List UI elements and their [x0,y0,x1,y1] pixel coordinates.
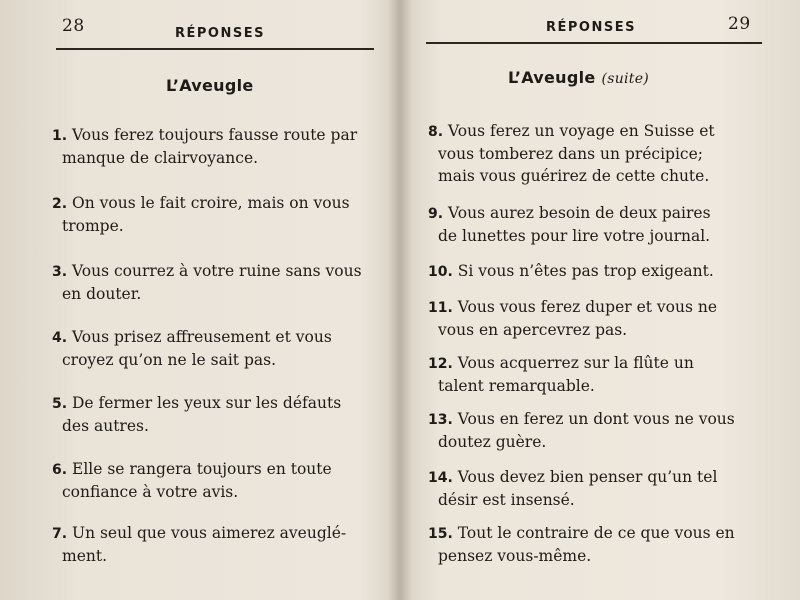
answer-number: 4. [52,330,68,346]
answer-text: vous en apercevrez pas. [438,321,628,339]
answer-text: Vous courrez à votre ruine sans vous [72,262,362,280]
answer-text: Un seul que vous aimerez aveuglé- [72,524,347,542]
answer-text: ment. [62,547,108,565]
answer-item [52,458,374,503]
answer-item [428,120,748,187]
header-rule [56,48,374,50]
answer-item [52,326,374,371]
answer-text: de lunettes pour lire votre journal. [438,227,711,245]
answer-text: Vous vous ferez duper et vous ne [457,298,718,316]
answer-text: Vous acquerrez sur la flûte un [457,354,694,372]
answer-number: 2. [52,196,68,212]
answer-text: en douter. [62,285,142,303]
answer-number: 5. [52,396,68,412]
answer-number: 6. [52,462,68,478]
answer-text: Si vous n’êtes pas trop exigeant. [457,262,714,280]
answer-number: 7. [52,526,68,542]
answer-item [52,260,374,305]
answer-text: manque de clairvoyance. [62,149,259,167]
left-page [0,0,396,600]
answer-number: 15. [428,526,453,542]
running-head: RÉPONSES [546,20,636,35]
answer-item [428,260,748,283]
answer-number: 9. [428,206,444,222]
answer-number: 1. [52,128,68,144]
answer-number: 3. [52,264,68,280]
answer-text: croyez qu’on ne le sait pas. [62,351,277,369]
answer-number: 14. [428,470,453,486]
page-number: 28 [62,16,85,36]
answer-number: 12. [428,356,453,372]
answer-item [428,408,748,453]
answer-text: confiance à votre avis. [62,483,239,501]
answer-item [428,202,748,247]
answer-text: De fermer les yeux sur les défauts [72,394,342,412]
answer-text: doutez guère. [438,433,547,451]
answer-number: 11. [428,300,453,316]
answer-text: Vous devez bien penser qu’un tel [457,468,718,486]
running-head: RÉPONSES [175,26,265,41]
answer-item [52,392,374,437]
page-number: 29 [728,14,751,34]
answer-text: Vous ferez toujours fausse route par [72,126,358,144]
answer-text: pensez vous-même. [438,547,592,565]
right-page [404,0,800,600]
answer-text: Vous aurez besoin de deux paires [448,204,711,222]
answer-item [52,522,374,567]
answer-text: Vous prisez affreusement et vous [72,328,332,346]
answer-item [52,124,374,169]
header-rule [426,42,762,44]
answer-text: Vous en ferez un dont vous ne vous [457,410,735,428]
section-title [508,68,649,87]
answer-number: 10. [428,264,453,280]
section-title-text: L’Aveugle [508,68,596,87]
answer-text: des autres. [62,417,149,435]
answer-text: Tout le contraire de ce que vous en [457,524,735,542]
answer-text: On vous le fait croire, mais on vous [72,194,350,212]
answer-text: vous tomberez dans un précipice; [438,145,703,163]
section-title: L’Aveugle [166,76,254,95]
answer-item [428,466,748,511]
answer-number: 13. [428,412,453,428]
answer-text: Elle se rangera toujours en toute [72,460,332,478]
answer-number: 8. [428,124,444,140]
answer-item [428,522,748,567]
answer-text: Vous ferez un voyage en Suisse et [448,122,715,140]
answer-text: talent remarquable. [438,377,595,395]
answer-item [428,352,748,397]
answer-item [52,192,374,237]
answer-item [428,296,748,341]
answer-text: désir est insensé. [438,491,575,509]
answer-text: trompe. [62,217,124,235]
answer-text: mais vous guérirez de cette chute. [438,167,710,185]
section-suffix: (suite) [601,71,650,87]
